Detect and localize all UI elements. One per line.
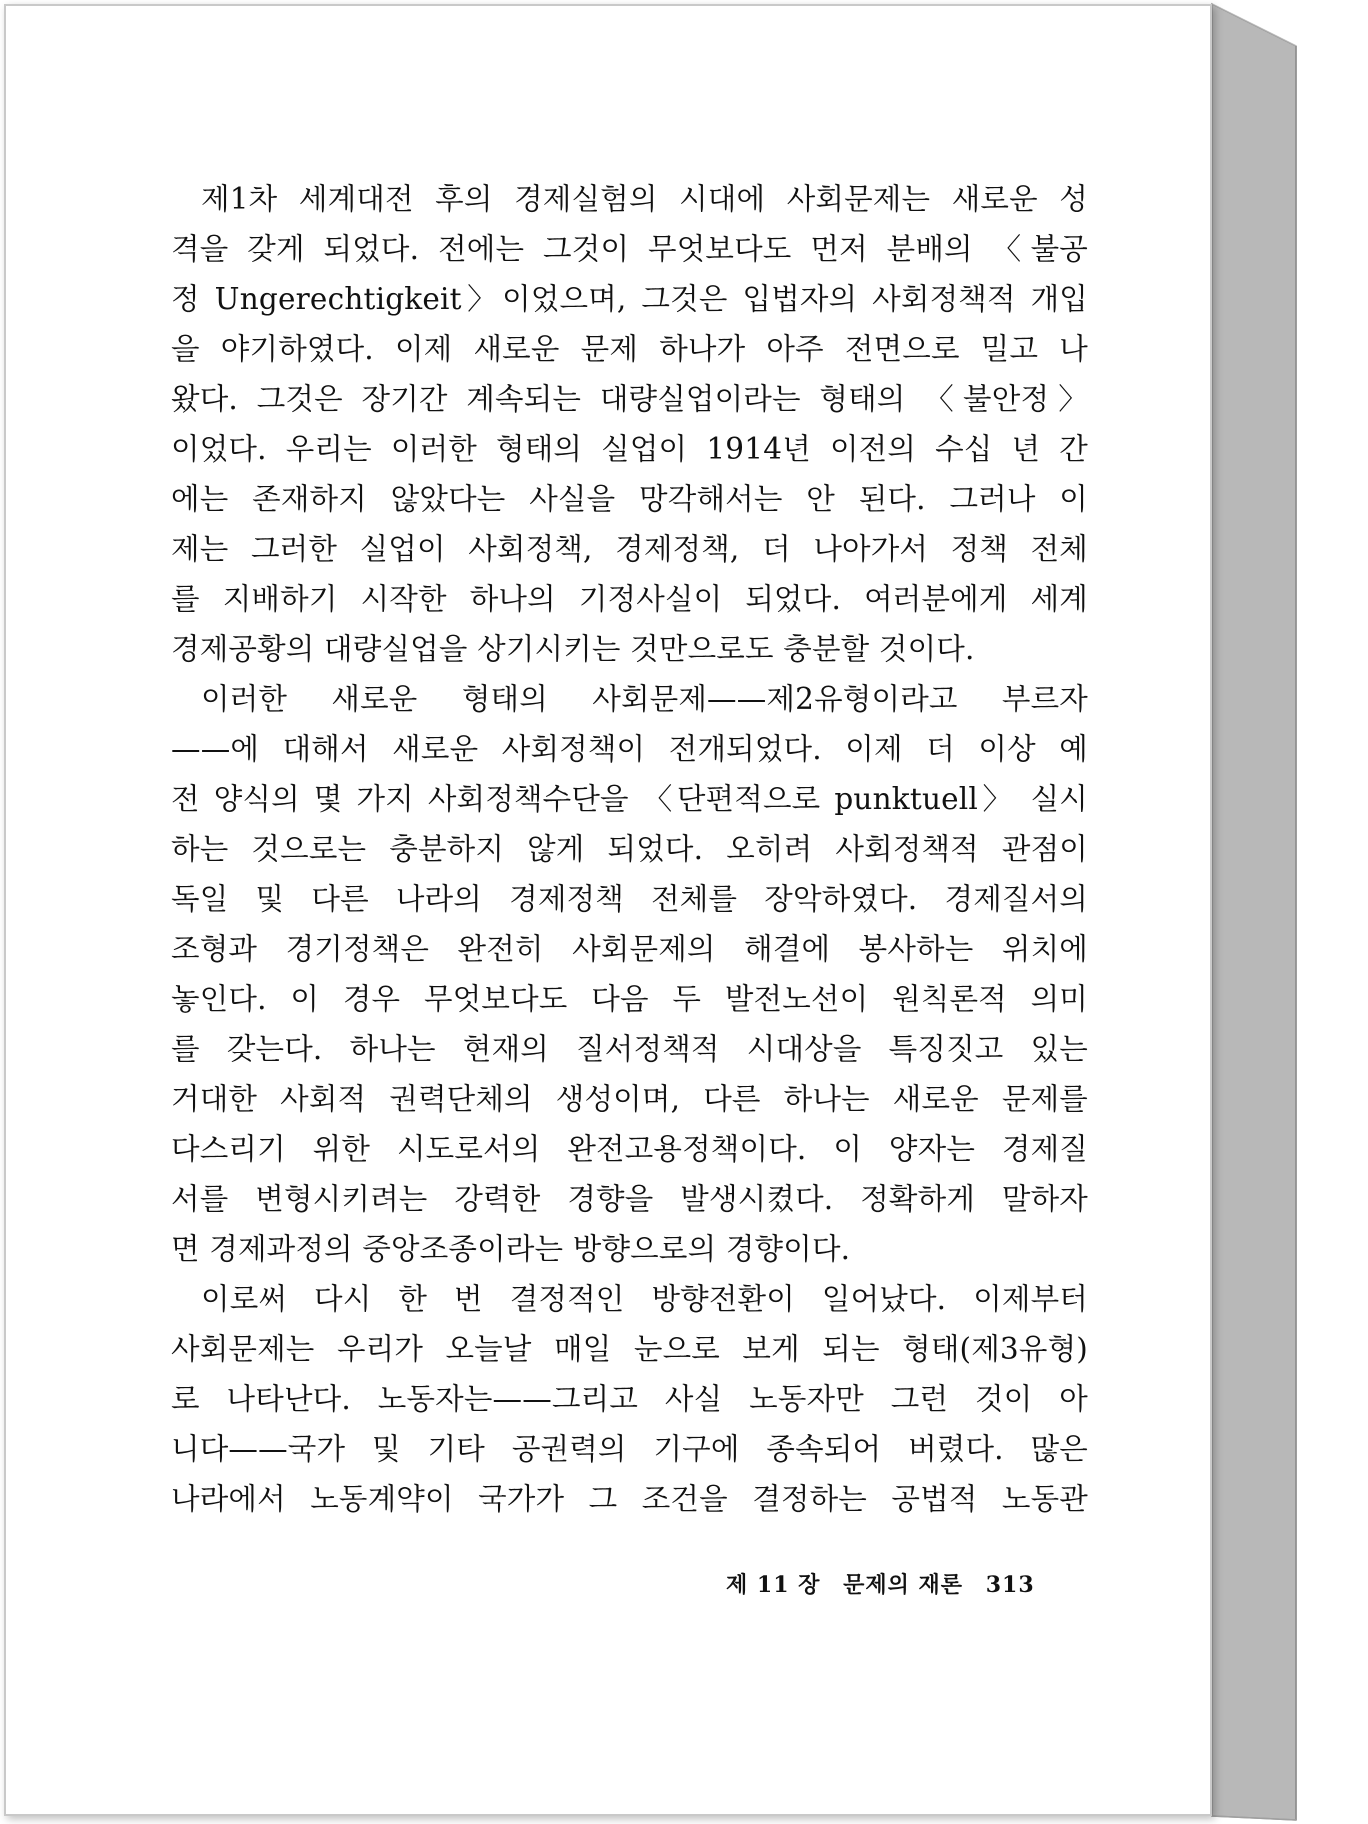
text-line: 이로써 다시 한 번 결정적인 방향전환이 일어났다. 이제부터 xyxy=(201,1282,1088,1316)
page-body-text xyxy=(171,174,1088,1524)
chapter-title: 문제의 재론 xyxy=(843,1572,964,1598)
text-line: 경제공황의 대량실업을 상기시키는 것만으로도 충분할 것이다. xyxy=(171,632,975,666)
page-footer xyxy=(726,1568,1049,1599)
text-line: 놓인다. 이 경우 무엇보다도 다음 두 발전노선이 원칙론적 의미 xyxy=(171,982,1088,1016)
text-line: 격을 갖게 되었다. 전에는 그것이 무엇보다도 먼저 분배의 〈불공 xyxy=(171,232,1088,266)
text-line: 나라에서 노동계약이 국가가 그 조건을 결정하는 공법적 노동관 xyxy=(171,1482,1088,1516)
text-line: 조형과 경기정책은 완전히 사회문제의 해결에 봉사하는 위치에 xyxy=(171,932,1088,966)
text-line: 니다——국가 및 기타 공권력의 기구에 종속되어 버렸다. 많은 xyxy=(171,1432,1088,1466)
book-page xyxy=(4,4,1212,1816)
page-number: 313 xyxy=(985,1572,1035,1598)
text-line: 독일 및 다른 나라의 경제정책 전체를 장악하였다. 경제질서의 xyxy=(171,882,1088,916)
text-line: 제는 그러한 실업이 사회정책, 경제정책, 더 나아가서 정책 전체 xyxy=(171,532,1088,566)
text-line: 정 Ungerechtigkeit〉이었으며, 그것은 입법자의 사회정책적 개입 xyxy=(171,282,1088,316)
text-line: 전 양식의 몇 가지 사회정책수단을 〈단편적으로 punktuell〉 실시 xyxy=(171,782,1088,816)
text-line: 왔다. 그것은 장기간 계속되는 대량실업이라는 형태의 〈불안정〉 xyxy=(171,382,1088,416)
text-line: 을 야기하였다. 이제 새로운 문제 하나가 아주 전면으로 밀고 나 xyxy=(171,332,1088,366)
text-line: 하는 것으로는 충분하지 않게 되었다. 오히려 사회정책적 관점이 xyxy=(171,832,1088,866)
text-line: 를 지배하기 시작한 하나의 기정사실이 되었다. 여러분에게 세계 xyxy=(171,582,1088,616)
chapter-number: 제 11 장 xyxy=(726,1572,821,1598)
text-line: 사회문제는 우리가 오늘날 매일 눈으로 보게 되는 형태(제3유형) xyxy=(171,1332,1088,1366)
text-line: ——에 대해서 새로운 사회정책이 전개되었다. 이제 더 이상 예 xyxy=(171,732,1088,766)
text-line: 를 갖는다. 하나는 현재의 질서정책적 시대상을 특징짓고 있는 xyxy=(171,1032,1088,1066)
text-line: 에는 존재하지 않았다는 사실을 망각해서는 안 된다. 그러나 이 xyxy=(171,482,1088,516)
text-line: 면 경제과정의 중앙조종이라는 방향으로의 경향이다. xyxy=(171,1232,851,1266)
text-line: 거대한 사회적 권력단체의 생성이며, 다른 하나는 새로운 문제를 xyxy=(171,1082,1088,1116)
text-line: 이었다. 우리는 이러한 형태의 실업이 1914년 이전의 수십 년 간 xyxy=(171,432,1088,466)
text-line: 서를 변형시키려는 강력한 경향을 발생시켰다. 정확하게 말하자 xyxy=(171,1182,1088,1216)
text-line: 이러한 새로운 형태의 사회문제——제2유형이라고 부르자 xyxy=(201,682,1088,716)
text-line: 로 나타난다. 노동자는——그리고 사실 노동자만 그런 것이 아 xyxy=(171,1382,1088,1416)
text-line: 다스리기 위한 시도로서의 완전고용정책이다. 이 양자는 경제질 xyxy=(171,1132,1088,1166)
text-line: 제1차 세계대전 후의 경제실험의 시대에 사회문제는 새로운 성 xyxy=(201,182,1088,216)
